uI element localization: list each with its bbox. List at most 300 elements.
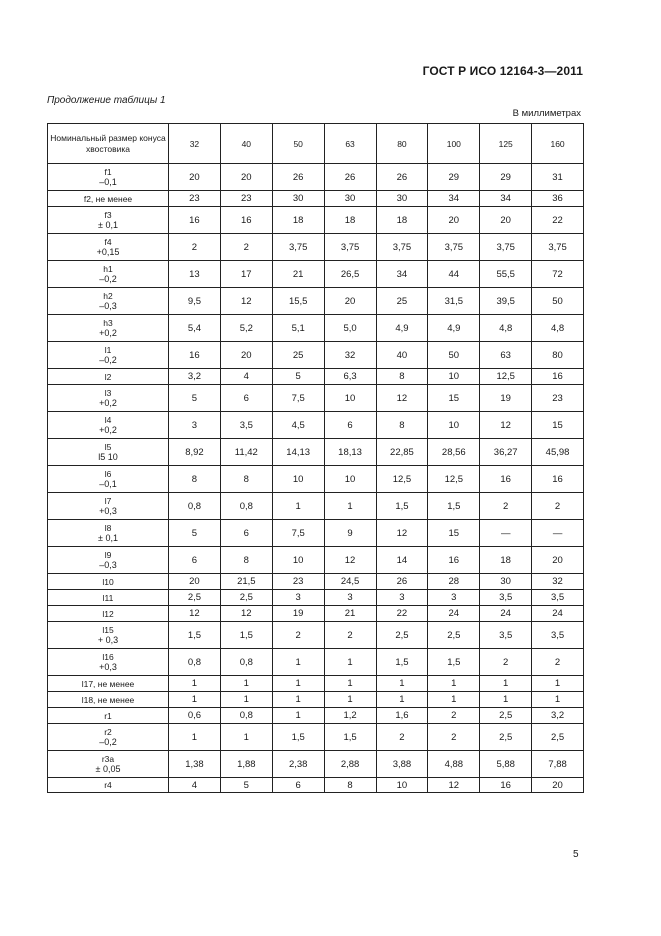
table-cell: 36 — [532, 191, 584, 207]
table-cell: 21 — [324, 606, 376, 622]
table-cell: 2,5 — [376, 622, 428, 649]
table-cell: 16 — [220, 207, 272, 234]
table-cell: 23 — [220, 191, 272, 207]
table-cell: 1,5 — [169, 622, 221, 649]
table-cell: 2 — [272, 622, 324, 649]
table-cell: 10 — [428, 412, 480, 439]
table-cell: 12 — [220, 288, 272, 315]
table-cell: 3,5 — [532, 622, 584, 649]
table-cell: 11,42 — [220, 439, 272, 466]
table-cell: 0,8 — [169, 649, 221, 676]
table-cell: 10 — [428, 369, 480, 385]
table-row — [48, 649, 584, 676]
table-cell: 5 — [272, 369, 324, 385]
table-cell: 2,88 — [324, 751, 376, 778]
table-cell: 3 — [169, 412, 221, 439]
table-cell: — — [480, 520, 532, 547]
row-label-cell — [48, 520, 169, 547]
row-label-cell — [48, 288, 169, 315]
document-number: ГОСТ Р ИСО 12164-3—2011 — [422, 64, 583, 78]
table-cell: 26 — [376, 164, 428, 191]
table-cell: 1,5 — [428, 649, 480, 676]
row-label-cell — [48, 724, 169, 751]
table-cell: 2,5 — [220, 590, 272, 606]
row-label: l8 — [104, 523, 112, 533]
row-label: l4 — [104, 415, 112, 425]
table-header-row — [48, 124, 584, 164]
table-cell: 19 — [480, 385, 532, 412]
table-cell: 6 — [324, 412, 376, 439]
table-row — [48, 547, 584, 574]
dimensions-table — [47, 123, 584, 793]
table-cell: 30 — [272, 191, 324, 207]
row-tolerance: ± 0,05 — [95, 764, 121, 774]
table-cell: 28 — [428, 574, 480, 590]
row-label: r3a — [101, 754, 115, 764]
row-label: l18, не менее — [81, 694, 135, 705]
corner-header: Номинальный размер конуса хвостовика — [48, 124, 169, 164]
row-label-cell — [48, 342, 169, 369]
table-cell: 40 — [376, 342, 428, 369]
table-row — [48, 288, 584, 315]
table-cell: 16 — [169, 342, 221, 369]
table-cell: 4,9 — [428, 315, 480, 342]
table-cell: 15 — [428, 520, 480, 547]
table-cell: 12 — [376, 385, 428, 412]
table-cell: 10 — [272, 547, 324, 574]
row-tolerance: +0,3 — [99, 506, 117, 516]
table-cell: 8 — [220, 547, 272, 574]
table-cell: — — [532, 520, 584, 547]
table-cell: 63 — [480, 342, 532, 369]
table-cell: 5,1 — [272, 315, 324, 342]
table-cell: 36,27 — [480, 439, 532, 466]
row-label-cell — [48, 315, 169, 342]
row-tolerance: + 0,3 — [97, 635, 119, 645]
row-label: l6 — [104, 469, 112, 479]
table-row — [48, 493, 584, 520]
table-cell: 20 — [220, 342, 272, 369]
table-cell: 12 — [220, 606, 272, 622]
table-cell: 1 — [272, 493, 324, 520]
table-cell: 3,5 — [220, 412, 272, 439]
table-cell: 5 — [169, 520, 221, 547]
table-cell: 22,85 — [376, 439, 428, 466]
table-cell: 3,75 — [428, 234, 480, 261]
table-cell: 80 — [532, 342, 584, 369]
table-cell: 1 — [480, 676, 532, 692]
table-cell: 32 — [324, 342, 376, 369]
table-row — [48, 164, 584, 191]
table-cell: 1 — [324, 676, 376, 692]
row-label: r1 — [104, 710, 112, 721]
table-cell: 72 — [532, 261, 584, 288]
table-cell: 2,5 — [169, 590, 221, 606]
table-cell: 6 — [220, 520, 272, 547]
table-cell: 12,5 — [480, 369, 532, 385]
row-label-cell — [48, 439, 169, 466]
table-cell: 29 — [480, 164, 532, 191]
table-cell: 3 — [272, 590, 324, 606]
row-label-cell — [48, 649, 169, 676]
table-row — [48, 590, 584, 606]
table-cell: 4,9 — [376, 315, 428, 342]
table-cell: 2,38 — [272, 751, 324, 778]
table-cell: 18,13 — [324, 439, 376, 466]
table-cell: 18 — [272, 207, 324, 234]
table-cell: 5,0 — [324, 315, 376, 342]
table-cell: 1 — [324, 692, 376, 708]
table-cell: 2,5 — [480, 708, 532, 724]
table-cell: 7,5 — [272, 520, 324, 547]
table-cell: 30 — [324, 191, 376, 207]
table-cell: 9 — [324, 520, 376, 547]
table-cell: 1 — [272, 692, 324, 708]
table-cell: 3,88 — [376, 751, 428, 778]
table-cell: 22 — [532, 207, 584, 234]
table-cell: 12 — [480, 412, 532, 439]
column-header: 100 — [428, 124, 480, 164]
table-cell: 1 — [428, 692, 480, 708]
table-cell: 0,8 — [169, 493, 221, 520]
table-row — [48, 207, 584, 234]
table-cell: 3,2 — [169, 369, 221, 385]
row-label-cell — [48, 412, 169, 439]
row-tolerance: l5 10 — [98, 452, 118, 462]
table-row — [48, 261, 584, 288]
table-cell: 3 — [376, 590, 428, 606]
table-cell: 3,5 — [480, 590, 532, 606]
table-cell: 5,2 — [220, 315, 272, 342]
table-cell: 3,5 — [480, 622, 532, 649]
table-cell: 6 — [272, 778, 324, 793]
row-label: f2, не менее — [83, 193, 133, 204]
table-cell: 1,5 — [376, 493, 428, 520]
page-number: 5 — [573, 849, 579, 860]
table-row — [48, 315, 584, 342]
table-cell: 2 — [480, 649, 532, 676]
table-cell: 0,8 — [220, 708, 272, 724]
row-label-cell — [48, 778, 169, 793]
column-header: 63 — [324, 124, 376, 164]
table-row — [48, 369, 584, 385]
table-cell: 29 — [428, 164, 480, 191]
column-header: 40 — [220, 124, 272, 164]
table-cell: 25 — [376, 288, 428, 315]
table-cell: 4 — [220, 369, 272, 385]
row-label-cell — [48, 164, 169, 191]
row-label: l10 — [102, 576, 114, 587]
table-row — [48, 676, 584, 692]
table-cell: 44 — [428, 261, 480, 288]
row-label: h3 — [103, 318, 113, 328]
table-cell: 30 — [480, 574, 532, 590]
row-label-cell — [48, 751, 169, 778]
table-row — [48, 574, 584, 590]
row-label-cell — [48, 574, 169, 590]
row-label-cell — [48, 708, 169, 724]
row-label: l17, не менее — [81, 678, 135, 689]
table-cell: 39,5 — [480, 288, 532, 315]
row-label: l5 — [104, 442, 112, 452]
table-cell: 31,5 — [428, 288, 480, 315]
column-header: 32 — [169, 124, 221, 164]
row-tolerance: –0,3 — [99, 560, 117, 570]
table-cell: 21,5 — [220, 574, 272, 590]
table-cell: 1,88 — [220, 751, 272, 778]
row-label: f4 — [104, 237, 112, 247]
table-cell: 20 — [169, 574, 221, 590]
table-cell: 8 — [376, 412, 428, 439]
table-cell: 8 — [324, 778, 376, 793]
table-cell: 24 — [428, 606, 480, 622]
table-cell: 20 — [220, 164, 272, 191]
row-label: l3 — [104, 388, 112, 398]
table-cell: 32 — [532, 574, 584, 590]
table-cell: 1,6 — [376, 708, 428, 724]
table-cell: 12 — [169, 606, 221, 622]
row-label-cell — [48, 207, 169, 234]
table-cell: 50 — [532, 288, 584, 315]
table-cell: 2 — [376, 724, 428, 751]
row-label: l2 — [104, 371, 112, 382]
table-cell: 21 — [272, 261, 324, 288]
row-label-cell — [48, 261, 169, 288]
row-label-cell — [48, 606, 169, 622]
table-cell: 16 — [169, 207, 221, 234]
table-cell: 2 — [428, 724, 480, 751]
row-label: f3 — [104, 210, 112, 220]
table-cell: 1 — [272, 708, 324, 724]
table-cell: 1 — [480, 692, 532, 708]
row-label: l12 — [102, 608, 114, 619]
table-cell: 34 — [376, 261, 428, 288]
table-row — [48, 520, 584, 547]
table-cell: 6,3 — [324, 369, 376, 385]
table-cell: 19 — [272, 606, 324, 622]
table-cell: 1 — [376, 676, 428, 692]
table-cell: 20 — [532, 547, 584, 574]
table-cell: 10 — [324, 385, 376, 412]
row-tolerance: –0,3 — [99, 301, 117, 311]
table-cell: 16 — [480, 778, 532, 793]
table-cell: 2 — [532, 493, 584, 520]
table-cell: 24 — [480, 606, 532, 622]
column-header: 50 — [272, 124, 324, 164]
table-cell: 1 — [324, 649, 376, 676]
table-body — [48, 164, 584, 793]
table-row — [48, 751, 584, 778]
table-cell: 3,75 — [532, 234, 584, 261]
table-cell: 3 — [324, 590, 376, 606]
table-cell: 15 — [428, 385, 480, 412]
table-cell: 26 — [376, 574, 428, 590]
row-label-cell — [48, 493, 169, 520]
row-tolerance: –0,2 — [99, 737, 117, 747]
table-cell: 4,8 — [532, 315, 584, 342]
table-row — [48, 708, 584, 724]
table-cell: 3,75 — [324, 234, 376, 261]
row-label-cell — [48, 622, 169, 649]
row-label-cell — [48, 692, 169, 708]
table-cell: 2 — [480, 493, 532, 520]
table-cell: 2 — [428, 708, 480, 724]
table-cell: 8 — [169, 466, 221, 493]
table-cell: 1 — [428, 676, 480, 692]
table-cell: 34 — [428, 191, 480, 207]
table-cell: 20 — [532, 778, 584, 793]
row-tolerance: +0,2 — [99, 425, 117, 435]
table-cell: 30 — [376, 191, 428, 207]
table-cell: 16 — [428, 547, 480, 574]
table-cell: 1,5 — [376, 649, 428, 676]
table-cell: 16 — [532, 369, 584, 385]
table-cell: 4,88 — [428, 751, 480, 778]
table-cell: 1 — [324, 493, 376, 520]
table-cell: 31 — [532, 164, 584, 191]
table-cell: 17 — [220, 261, 272, 288]
row-label-cell — [48, 676, 169, 692]
table-cell: 23 — [169, 191, 221, 207]
table-cell: 16 — [532, 466, 584, 493]
row-label: l1 — [104, 345, 112, 355]
table-cell: 7,5 — [272, 385, 324, 412]
table-cell: 18 — [480, 547, 532, 574]
table-row — [48, 342, 584, 369]
table-cell: 0,6 — [169, 708, 221, 724]
table-cell: 2 — [220, 234, 272, 261]
table-row — [48, 234, 584, 261]
row-label-cell — [48, 547, 169, 574]
table-cell: 13 — [169, 261, 221, 288]
table-cell: 9,5 — [169, 288, 221, 315]
table-cell: 10 — [324, 466, 376, 493]
table-cell: 0,8 — [220, 649, 272, 676]
row-tolerance: –0,1 — [99, 479, 117, 489]
row-label-cell — [48, 234, 169, 261]
table-cell: 10 — [376, 778, 428, 793]
table-cell: 26 — [324, 164, 376, 191]
row-label: l15 — [102, 625, 114, 635]
table-caption: Продолжение таблицы 1 — [47, 95, 166, 106]
table-cell: 2 — [324, 622, 376, 649]
table-cell: 4 — [169, 778, 221, 793]
table-cell: 24,5 — [324, 574, 376, 590]
table-cell: 5 — [169, 385, 221, 412]
row-tolerance: +0,2 — [99, 328, 117, 338]
table-cell: 45,98 — [532, 439, 584, 466]
table-cell: 18 — [376, 207, 428, 234]
table-cell: 1 — [272, 649, 324, 676]
table-cell: 12 — [324, 547, 376, 574]
row-label-cell — [48, 466, 169, 493]
table-cell: 2,5 — [428, 622, 480, 649]
row-tolerance: ± 0,1 — [98, 533, 118, 543]
table-cell: 6 — [169, 547, 221, 574]
table-cell: 1 — [169, 692, 221, 708]
table-cell: 2,5 — [532, 724, 584, 751]
row-tolerance: ± 0,1 — [98, 220, 118, 230]
table-cell: 14,13 — [272, 439, 324, 466]
table-cell: 3,5 — [532, 590, 584, 606]
table-cell: 1,2 — [324, 708, 376, 724]
table-cell: 1 — [220, 692, 272, 708]
units-note: В миллиметрах — [512, 108, 581, 119]
table-cell: 3,75 — [376, 234, 428, 261]
row-tolerance: +0,2 — [99, 398, 117, 408]
table-cell: 8,92 — [169, 439, 221, 466]
table-cell: 1 — [169, 676, 221, 692]
row-label: f1 — [104, 167, 112, 177]
table-cell: 3,75 — [480, 234, 532, 261]
table-row — [48, 622, 584, 649]
table-cell: 26,5 — [324, 261, 376, 288]
table-cell: 1,5 — [220, 622, 272, 649]
table-cell: 1 — [220, 676, 272, 692]
table-cell: 1 — [376, 692, 428, 708]
table-cell: 4,8 — [480, 315, 532, 342]
table-cell: 1 — [532, 692, 584, 708]
table-cell: 2,5 — [480, 724, 532, 751]
table-cell: 6 — [220, 385, 272, 412]
table-cell: 23 — [272, 574, 324, 590]
table-cell: 12 — [376, 520, 428, 547]
table-cell: 7,88 — [532, 751, 584, 778]
row-label-cell — [48, 191, 169, 207]
table-cell: 8 — [220, 466, 272, 493]
table-cell: 1 — [272, 676, 324, 692]
table-cell: 2 — [532, 649, 584, 676]
row-label-cell — [48, 369, 169, 385]
table-cell: 23 — [532, 385, 584, 412]
table-cell: 55,5 — [480, 261, 532, 288]
column-header: 125 — [480, 124, 532, 164]
table-row — [48, 606, 584, 622]
row-label: r2 — [104, 727, 112, 737]
table-cell: 0,8 — [220, 493, 272, 520]
table-row — [48, 466, 584, 493]
table-cell: 24 — [532, 606, 584, 622]
row-tolerance: –0,2 — [99, 355, 117, 365]
table-cell: 1 — [220, 724, 272, 751]
table-cell: 2 — [169, 234, 221, 261]
table-cell: 1,5 — [272, 724, 324, 751]
table-cell: 25 — [272, 342, 324, 369]
table-cell: 5 — [220, 778, 272, 793]
table-cell: 1,5 — [428, 493, 480, 520]
row-label: r4 — [104, 780, 112, 790]
table-row — [48, 191, 584, 207]
table-cell: 1,38 — [169, 751, 221, 778]
table-cell: 28,56 — [428, 439, 480, 466]
table-cell: 1 — [169, 724, 221, 751]
row-tolerance: –0,2 — [99, 274, 117, 284]
table-cell: 20 — [480, 207, 532, 234]
table-row — [48, 692, 584, 708]
table-cell: 3 — [428, 590, 480, 606]
row-label: l11 — [102, 592, 114, 603]
table-cell: 26 — [272, 164, 324, 191]
table-cell: 10 — [272, 466, 324, 493]
table-row — [48, 724, 584, 751]
table-cell: 1 — [532, 676, 584, 692]
table-cell: 34 — [480, 191, 532, 207]
row-label: h1 — [103, 264, 113, 274]
table-cell: 20 — [428, 207, 480, 234]
table-cell: 15,5 — [272, 288, 324, 315]
table-row — [48, 439, 584, 466]
row-label-cell — [48, 590, 169, 606]
